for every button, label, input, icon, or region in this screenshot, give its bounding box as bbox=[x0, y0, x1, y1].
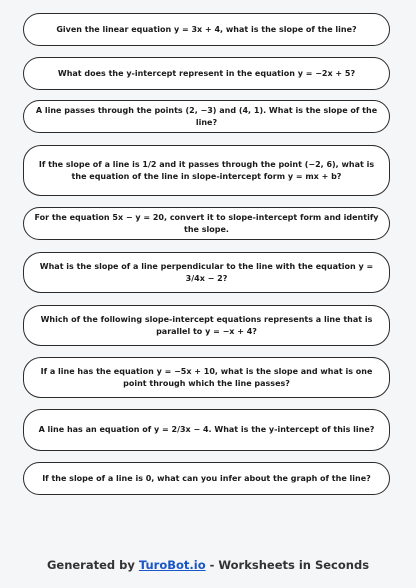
question-text: What does the y-intercept represent in the equation y = −2x + 5? bbox=[57, 68, 356, 78]
turobot-link[interactable]: TuroBot.io bbox=[138, 558, 206, 572]
question-card-3 bbox=[23, 100, 390, 133]
question-text: If a line has the equation y = −5x + 10, what is the slope and what is one point through which the line passes? bbox=[40, 366, 373, 388]
footer bbox=[0, 558, 416, 572]
question-card-9 bbox=[23, 409, 390, 451]
question-text: A line passes through the points (2, −3) and (4, 1). What is the slope of the line? bbox=[35, 105, 378, 127]
question-text: Given the linear equation y = 3x + 4, what is the slope of the line? bbox=[56, 24, 357, 34]
question-text: For the equation 5x − y = 20, convert it to slope-intercept form and identify the slope. bbox=[34, 212, 379, 234]
question-card-6 bbox=[23, 252, 390, 293]
question-card-10 bbox=[23, 462, 390, 495]
question-card-5 bbox=[23, 207, 390, 240]
question-text: If the slope of a line is 1/2 and it passes through the point (−2, 6), what is the equation of the line in slope-intercept form y = mx + b? bbox=[38, 159, 375, 181]
question-text: Which of the following slope-intercept equations represents a line that is parallel to y = −x + 4? bbox=[40, 314, 373, 336]
question-card-1 bbox=[23, 13, 390, 46]
question-card-4 bbox=[23, 145, 390, 196]
question-card-7 bbox=[23, 305, 390, 346]
question-card-2 bbox=[23, 57, 390, 90]
footer-prefix: Generated by bbox=[46, 558, 139, 572]
question-text: If the slope of a line is 0, what can you infer about the graph of the line? bbox=[42, 473, 371, 483]
footer-suffix: - Worksheets in Seconds bbox=[205, 558, 370, 572]
question-text: What is the slope of a line perpendicular to the line with the equation y = 3/4x − 2? bbox=[39, 261, 374, 283]
question-card-8 bbox=[23, 357, 390, 398]
question-text: A line has an equation of y = 2/3x − 4. What is the y-intercept of this line? bbox=[38, 425, 375, 434]
